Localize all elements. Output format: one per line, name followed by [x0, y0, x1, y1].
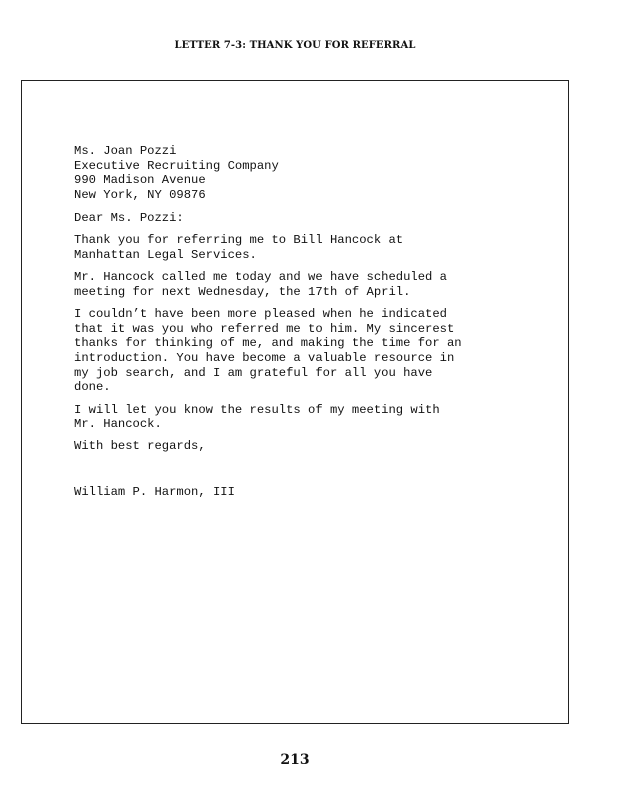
paragraph-meeting	[74, 270, 514, 299]
signature-name: William P. Harmon, III	[74, 484, 235, 499]
letter-body	[74, 144, 514, 499]
text-line: Mr. Hancock.	[74, 417, 162, 432]
text-line: meeting for next Wednesday, the 17th of April.	[74, 284, 411, 299]
text-line: done.	[74, 380, 111, 395]
paragraph-referral-thanks	[74, 233, 514, 262]
text-line: introduction. You have become a valuable resource in	[74, 350, 455, 365]
paragraph-follow-up	[74, 403, 514, 432]
text-line: I couldn’t have been more pleased when he indicated	[74, 306, 447, 321]
text-line: thanks for thinking of me, and making the time for an	[74, 336, 462, 351]
text-line: I will let you know the results of my meeting with	[74, 402, 440, 417]
text-line: my job search, and I am grateful for all you have	[74, 365, 433, 380]
recipient-city: New York, NY 09876	[74, 188, 206, 203]
recipient-street: 990 Madison Avenue	[74, 173, 206, 188]
page-number: 213	[280, 752, 310, 768]
page-title: LETTER 7-3: THANK YOU FOR REFERRAL	[174, 40, 416, 51]
closing: With best regards,	[74, 439, 206, 454]
salutation: Dear Ms. Pozzi:	[74, 210, 184, 225]
text-line: Manhattan Legal Services.	[74, 247, 257, 262]
text-line: that it was you who referred me to him. My sincerest	[74, 321, 455, 336]
recipient-name: Ms. Joan Pozzi	[74, 144, 177, 158]
recipient-company: Executive Recruiting Company	[74, 158, 279, 173]
paragraph-gratitude	[74, 307, 514, 395]
text-line: Mr. Hancock called me today and we have scheduled a	[74, 269, 447, 284]
text-line: Thank you for referring me to Bill Hancock at	[74, 233, 404, 248]
recipient-address	[74, 144, 514, 203]
